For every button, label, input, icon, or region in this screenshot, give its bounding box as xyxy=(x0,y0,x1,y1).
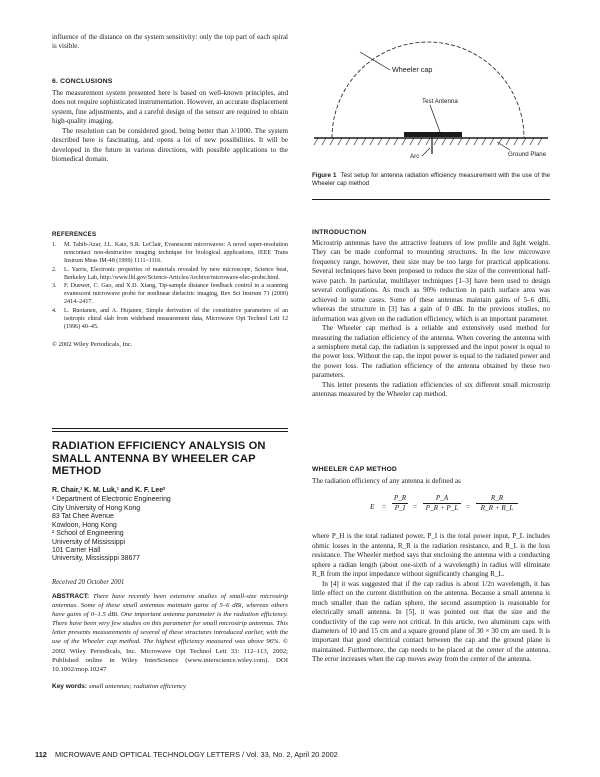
ground-plane-label: Ground Plane xyxy=(508,151,547,158)
wheeler-method-intro: The radiation efficiency of any antenna is defined as xyxy=(312,477,461,485)
conclusions-heading: 6. CONCLUSIONS xyxy=(52,78,113,85)
reference-text: F. Duewer, C. Gao, and X.D. Xiang, Tip-sample distance feedback control in a scanning evanescent microwave probe for nonlinear dielectric imaging, Rev Sci Instrum 71 (2000) 2414–2417. xyxy=(64,283,288,306)
wheeler-cap-diagram xyxy=(312,28,550,158)
affiliation-line: University, Mississippi 38677 xyxy=(52,555,140,563)
introduction-heading: INTRODUCTION xyxy=(312,229,367,236)
article-divider xyxy=(52,428,288,432)
fraction-2-denominator: P_R + P_L xyxy=(425,504,459,513)
wheeler-method-heading: WHEELER CAP METHOD xyxy=(312,466,398,473)
abstract-section xyxy=(52,592,288,691)
left-column xyxy=(52,33,288,52)
test-antenna-label: Test Antenna xyxy=(422,98,458,105)
equation-equals-2: = xyxy=(413,503,418,512)
reference-item xyxy=(52,282,288,307)
copyright-notice: © 2002 Wiley Periodicals, Inc. xyxy=(52,341,133,349)
introduction-paragraph-2: The Wheeler cap method is a reliable and extensively used method for measuring the radiation efficiency of the antenna. When covering the antenna with a semisphere metal cap, the radiation is suppressed and the input power is equal to the power loss. Without the cap, the input power is equal to the radiated power and the power loss. The radiation efficiency of the antenna obtained by these two parameters. xyxy=(312,324,550,380)
abstract-block xyxy=(52,592,288,674)
figure-caption-label: Figure 1 xyxy=(312,172,337,179)
article-authors: R. Chair,¹ K. M. Luk,¹ and K. F. Lee² xyxy=(52,486,166,494)
affiliation-line: Kowloon, Hong Kong xyxy=(52,521,117,529)
affiliation-line: 83 Tat Chee Avenue xyxy=(52,513,114,521)
abstract-label: ABSTRACT: xyxy=(52,593,90,600)
affiliation-block xyxy=(52,496,288,564)
keywords-label: Key words: xyxy=(52,682,88,690)
article-title: RADIATION EFFICIENCY ANALYSIS ON SMALL ANTENNA BY WHEELER CAP METHOD xyxy=(52,440,266,478)
reference-number: 2. xyxy=(52,266,57,273)
article-header xyxy=(52,440,288,587)
equation-lhs: E xyxy=(370,503,375,512)
test-antenna-patch xyxy=(404,132,462,137)
keywords-text: small antennas; radiation efficiency xyxy=(88,682,187,690)
figure-wheeler-setup xyxy=(312,28,550,158)
conclusions-paragraph-1: The measurement system presented here is based on well-known principles, and does not require sophisticated instrumentation. However, an accurate displacement system, fine adjustments, and a careful design of the sensor are required to obtain high-quality imaging. xyxy=(52,89,288,126)
fraction-3-denominator: R_R + R_L xyxy=(480,504,514,513)
reference-number: 1. xyxy=(52,242,57,248)
figure-caption xyxy=(312,172,550,188)
introduction-section xyxy=(312,229,550,400)
reference-item xyxy=(52,266,288,282)
reference-text: M. Tabib-Azar, J.L. Katz, S.R. LeClair, Evanescent microwaves: A novel super-resolution noncontact non-destructive imaging technique for biological applications, IEEE Trans Instrum Meas IM-48 (1999) 1111–1116. xyxy=(64,242,288,265)
ground-hatching xyxy=(314,138,542,145)
affiliation-line: 101 Carrier Hall xyxy=(52,546,101,554)
fraction-2 xyxy=(423,494,461,513)
fraction-2-numerator: P_A xyxy=(423,494,461,504)
reference-number: 3. xyxy=(52,283,57,290)
wheeler-cap-leader xyxy=(360,52,390,70)
references-section xyxy=(52,231,288,350)
abstract-text: There have recently been extensive studies of small-size microstrip antennas. Some of these small antennas maintain gains of 5–6 dBi, whereas others have gains of 0–1.5 dBi. One important antenna parameter is the radiation efficiency. There have been very few studies on this parameter for small microstrip antennas. This letter presents measurements of several of these structures introduced earlier, with the use of the Wheeler cap method. The highest efficiency measured was above 96%. xyxy=(52,593,289,646)
page-number: 112 xyxy=(35,750,47,759)
reference-text: L. Ruotanen, and A. Hujanen, Simple derivation of the constitutive parameters of an isotropic chiral slab from wideband measurement data, Microwave Opt Technol Lett 12 (1996) 40–45. xyxy=(64,307,288,331)
reference-item xyxy=(52,307,288,332)
figure-divider xyxy=(312,199,550,200)
affiliation-line: ¹ Department of Electronic Engineering xyxy=(52,496,171,504)
wheeler-cap-dome xyxy=(332,42,524,138)
references-list xyxy=(52,241,288,331)
efficiency-equation xyxy=(312,492,550,526)
equation-equals-1: = xyxy=(382,503,387,512)
reference-number: 4. xyxy=(52,307,57,314)
figure-caption-text xyxy=(312,172,550,188)
reference-item xyxy=(52,241,288,266)
test-antenna-leader xyxy=(430,105,440,132)
affiliation-line: University of Mississippi xyxy=(52,538,126,546)
journal-citation: MICROWAVE AND OPTICAL TECHNOLOGY LETTERS / Vol. 33, No. 2, April 20 2002 xyxy=(54,750,338,759)
affiliation-line: City University of Hong Kong xyxy=(52,504,141,512)
page-footer xyxy=(35,750,555,759)
fraction-3-numerator: R_R xyxy=(476,494,518,504)
wheeler-method-section xyxy=(312,466,550,665)
introduction-paragraph-1: Microstrip antennas have the attractive features of low profile and light weight. They can be made conformal to mounting structures. In the low microwave frequency range, however, their size may be too large for practical applications. Several techniques have been proposed to reduce the size of the conventional half-wave patch. In particular, multilayer techniques [1–3] have been used to design several configurations. As much as 90% reduction in patch surface area was achieved in some cases. Some of these antennas maintain gains of 5–6 dBi, whereas the structure in [3] has a gain of 0 dBi. In the previous studies, no information was given on the radiation efficiency, which is an important parameter. xyxy=(312,239,550,323)
fraction-3 xyxy=(476,494,518,513)
arc-label: Arc xyxy=(410,153,420,158)
arc-leader xyxy=(422,148,430,156)
conclusions-section xyxy=(52,78,288,165)
fraction-1-numerator: P_R xyxy=(393,494,407,503)
affiliation-line: ² School of Engineering xyxy=(52,530,124,538)
reference-text: L. Yarris, Electronic properties of materials revealed by new microscope, Science beat, Berkeley Lab, http://www.lbl.gov/Science-Articles/Archive/microwave-elec-probe.html. xyxy=(64,266,288,281)
keywords-block xyxy=(52,682,288,691)
abstract-citation: © 2002 Wiley Periodicals, Inc. Microwave Opt Technol Lett 33: 112–113, 2002; Published online in Wiley InterScience (www.interscience.wiley.com). DOI 10.1002/mop.10247 xyxy=(52,638,288,673)
introduction-paragraph-3: This letter presents the radiation efficiencies of six different small microstrip antennas measured by the Wheeler cap method. xyxy=(312,380,550,399)
references-heading: REFERENCES xyxy=(52,231,97,238)
fraction-1 xyxy=(392,494,408,513)
received-date: Received 20 October 2001 xyxy=(52,578,125,586)
fraction-1-denominator: P_I xyxy=(394,504,406,513)
ground-plane-leader xyxy=(497,142,510,150)
wheeler-method-paragraph-2: In [4] it was suggested that if the cap radius is about 1/2π wavelength, it has little effect on the current distribution on the antenna. Because a small antenna is much smaller than the radian sphere, the second assumption is reasonable for electrically small antenna. In [5], it was pointed out that the size and the conductivity of the cap were not critical. In this article, two aluminum caps with diameters of 10 and 15 cm and a square ground plane of 30 × 30 cm are used. It is important that good electrical contact between the cap and the ground plane is maintained. Furthermore, the cap needs to be placed at the center of the antenna. The error increases when the cap moves away from the center of the antenna. xyxy=(312,579,550,664)
intro-text: influence of the distance on the system sensitivity: only the top part of each spiral is visible. xyxy=(52,33,288,51)
conclusions-paragraph-2: The resolution can be considered good, being better than λ/1000. The system described here is fascinating, and opens a lot of new possibilities. It will be developed in the future in various directions, with possible applications to the biomedical domain. xyxy=(52,126,288,164)
equation-equals-3: = xyxy=(466,503,471,512)
wheeler-cap-label: Wheeler cap xyxy=(392,65,433,74)
figure-caption-body: Test setup for antenna radiation efficiency measurement with the use of the Wheeler cap method xyxy=(312,172,550,188)
wheeler-method-paragraph-1: where P_H is the total radiated power, P_I is the total power input, P_L includes ohmic losses in the antenna, R_R is the radiation resistance, and R_L is the loss resistance. The Wheeler method says that enclosing the antenna with a conducting sphere a radian length (about one-sixth of a wavelength) in radius will eliminate R_R from the input impedance without significantly changing R_L. xyxy=(312,532,550,579)
